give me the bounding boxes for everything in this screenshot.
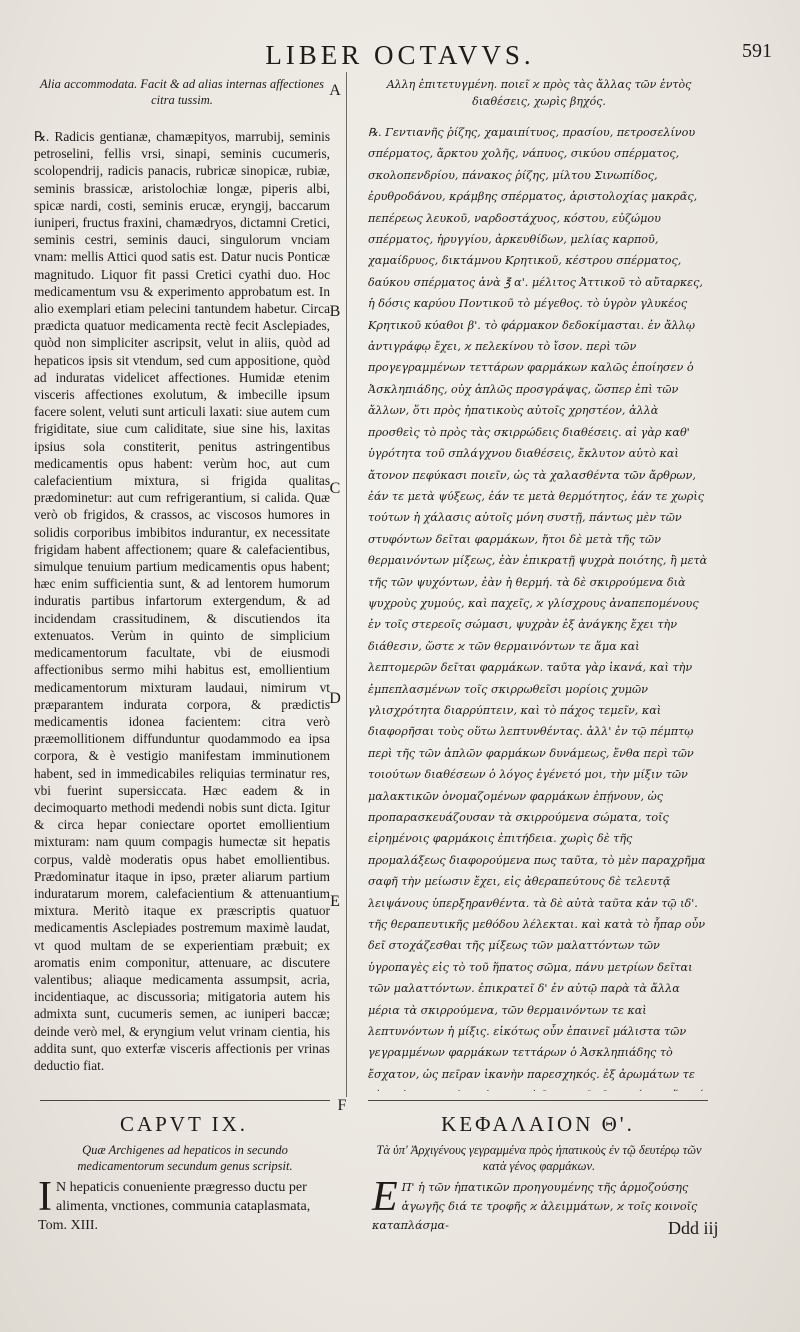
chapter-rule-latin (40, 1100, 330, 1101)
margin-letter-b: B (329, 303, 341, 320)
dropcap-latin: I (38, 1174, 52, 1220)
greek-body: ℞. Γεντιανῆς ῥίζης, χαμαιπίτυος, πρασίου, πετροσελίνου σπέρματος, ἄρκτου χολῆς, νάπυος, σικύου σπέρματος, σκολοπενδρίου, πάνακος ῥίζης, μίλτου Σινωπίδος, ἐρυθροδάνου, κράμβης σπέρματος, ἀριστολοχίας μακρᾶς, πεπέρεως λευκοῦ, ναρδοστάχυος, κόστου, εὐζώμου σπέρματος, ἠρυγγίου, ἀρκευθίδων, μελίας καρποῦ, χαμαίδρυος, δικτάμνου Κρητικοῦ, κέστρου σπέρματος, δαύκου σπέρματος ἀνὰ ℥ α'. μέλιτος Ἀττικοῦ τὸ αὔταρκες, ἡ δόσις καρύου Ποντικοῦ τὸ μέγεθος. τὸ ὑγρὸν γλυκέος Κρητικοῦ κύαθοι β'. τὸ φάρμακον δεδοκίμασται. ἐν ἄλλῳ ἀντιγράφῳ ἔχει, ϰ πελεκίνου τὸ ἴσον. περὶ τῶν προγεγραμμένων τεττάρων φαρμάκων καλῶς ἐποίησεν ὁ Ἀσκληπιάδης, οὐχ ἁπλῶς προσγράψας, ὥσπερ ἐπὶ τῶν ἄλλων, ὅτι πρὸς ἡπατικοὺς αὐτοῖς χρηστέον, ἀλλὰ προσθεὶς τὸ πρὸς τὰς σκιρρώδεις διαθέσεις. αἱ γὰρ καθ' ὑγρότητα τοῦ σπλάγχνου διαθέσεις, ἔκλυτον αὐτὸ καὶ ἄτονον πεφύκασι ποιεῖν, ὡς τὰ χαλασθέντα τῶν ἄρθρων, ἐάν τε μετὰ ψύξεως, ἐάν τε μετὰ θερμότητος, ἐάν τε χωρὶς τούτων ἡ χάλασις αὐτοῖς μόνη συστῇ, πάντως μὲν τῶν στυφόντων δεῖται φαρμάκων, ἤτοι δὲ μετὰ τῆς τῶν θερμαινόντων μίξεως, ἐὰν ἐπικρατῇ ψυχρὰ ποιότης, ἢ μετὰ τῆς τῶν ψυχόντων, ἐὰν ἡ θερμή. τὰ δὲ σκιρρούμενα διὰ ψυχροὺς χυμούς, καὶ παχεῖς, ϰ γλίσχρους ἀναπεπομένους ἐν τοῖς στερεοῖς σώμασι, ψυχρὰν ἐξ ἀνάγκης ἔχει τὴν διάθεσιν, ὥστε ϰ τῶν θερμαινόντων τε ἅμα καὶ λεπτομερῶν δεῖται φαρμάκων. ταῦτα γὰρ ἱκανά, καὶ τὴν ἐμπεπλασμένων τοῖς σκιρρωθεῖσι μορίοις χυμῶν γλισχρότητα διαρρύπτειν, καὶ τὸ πάχος τεμεῖν, καὶ διαφορῆσαι τοὺς οὕτω λεπτυνθέντας. ἀλλ' ἐν τῷ πέμπτῳ περὶ τῆς τῶν ἁπλῶν φαρμάκων δυνάμεως, ἔνθα περὶ τῶν τοιούτων διαθέσεων ὁ λόγος ἐγένετό μοι, τὴν μίξιν τῶν μαλακτικῶν ὀνομαζομένων φαρμάκων ἐπῄνουν, ὡς προπαρασκευάζουσαν τὰ σκιρρούμενα σώματα, τοῖς εἰρημένοις φαρμάκοις ἐπιτήδεια. χωρὶς δὲ τῆς προμαλάξεως διαφορούμενα πως ταῦτα, τὸ μὲν παραχρῆμα σαφῆ τὴν μείωσιν ἔχει, εἰς ἀθεραπεύτους δὲ τελευτᾷ λειψάνους ὑπερξηρανθέντα. τὰ δὲ αὐτὰ ταῦτα κἀν τῷ ιδ'. τῆς θεραπευτικῆς μεθόδου λέλεκται. καὶ κατὰ τὸ ἧπαρ οὖν δεῖ στοχάζεσθαι τῆς μίξεως τῶν μαλαττόντων τῶν ὑγροπαγὲς εἰς τὸ τοῦ ἥπατος σῶμα, πάνυ μετρίων δεῖται τῶν μαλαττόντων. ἐπικρατεῖ δ' ἐν αὐτῷ παρὰ τὰ ἄλλα μέρια τὰ σκιρρούμενα, τῶν θερμαινόντων τε καὶ λεπτυνόντων ἡ μίξις. εἰκότως οὖν ἐπαινεῖ μάλιστα τῶν γεγραμμένων φαρμάκων τεττάρων ὁ Ἀσκληπιάδης τὸ ἔσχατον, ὡς πεῖραν ἱκανὴν παρεσχηκός. ἐξ ἀρωμάτων τε (368, 126, 708, 1081)
dropcap-greek: Ε (372, 1174, 398, 1220)
margin-letter-d: D (329, 690, 341, 707)
greek-column (368, 76, 710, 1091)
chapter-heading-greek: ΚΕΦΑΛΑΙΟΝ Θ'. (441, 1112, 635, 1136)
running-head: LIBER OCTAVVS. (265, 40, 535, 70)
margin-letter-a: A (329, 82, 341, 99)
chapter-body-greek: Π' ἡ τῶν ἡπατικῶν προηγουμένης τῆς ἁρμοζούσης ἀγωγῆς διά τε τροφῆς ϰ ἀλειμμάτων, ϰ τοῖς κοινοῖς καταπλάσμα- (372, 1181, 698, 1232)
margin-letter-f: F (337, 1097, 347, 1114)
chapter-heading-latin: CAPVT IX. (119, 1112, 249, 1136)
latin-body: ℞. Radicis gentianæ, chamæpityos, marrubij, seminis petroselini, fellis vrsi, sinapi, seminis cucumeris, scolopendrij, radicis panacis, rubricæ sinopicæ, rubiæ, seminis brassicæ, aristolochiæ longæ, piperis albi, spicæ nardi, costi, seminis erucæ, eryngij, baccarum iuniperi, fructus fraxini, chamædryos, dictamni Cretici, seminis cestri, seminis dauci, singulorum vnciam vnam: mellis Attici quod satis est. Datur nucis Ponticæ magnitudo. Liquor fit passi Cretici cyathi duo. Hoc medicamentum vsu & experimento approbatum est. In alio exemplari etiam pelecini tantundem habetur. Circa prædicta quatuor medicamenta rectè fecit Asclepiades, quòd non simpliciter ascripsit, velut in aliis, quòd ad hepaticos ipsis sit vtendum, sed cum appositione, quòd ad induratas videlicet affectiones. Humidæ etenim visceris affectiones exolutum, & imbecille ipsum facere solent, veluti sunt articuli laxati: siue autem cum frigiditate, siue cum caliditate, siue sine his, laxitas ipsius sola constiterit, penitus astringentibus medicamentis opus habent: verùm hoc, aut cum calefacientium mixtura, si frigida qualitas prædominetur: aut cum refrigerantium, si calida. Quæ verò ob frigidos, & crassos, ac viscosos humores in solidis corporibus imbibitos indurantur, ex necessitate frigidam habent affectionem; quare & calefacientibus, simulque tenuium partium medicamentis opus habent; hæc enim sufficientia sunt, & ad lentorem humorum induratis partibus infartorum extergendum, & ad incidendam crassitudinem, & discutiendos ita extenuatos. Verùm in quinto de simplicium medicamentorum facultate, vbi de eiusmodi affectionibus sermo mihi habitus est, emollientium medicamentorum mixturam laudaui, nimirum vt præparantem indurata corpora, & prædictis medicamentis idonea facientem: citra verò præemollitionem diffunduntur quodammodo ea ipsa corpora, & è vestigio manifestam imminutionem habent, sed in immedicabiles reliquias terminatur res, vbi fuerint supersiccata. Hæc eadem & in decimoquarto methodi medendi nobis sunt dicta. Igitur & circa hepar coniectare oportet emollientium mixturam: nam quum compagis humectæ sit hepatis corpus, valdè moderatis opus habet emollientibus. Prædominatur itaque in ipso, præter aliarum partium induratarum morem, calefacientium & attenuantium mixtura. Meritò itaque ex præscriptis quatuor medicamentis Asclepiades postremum maximè laudat, vt quod multam de se experientiam præbuit; ex aromatis enim componitur, attenuare, ac discutere valentibus; aliaque medicamenta assumpsit, acria, incidentiaque, ac discussoria; mitigatoria autem his admixta sunt, cucumeris semen, ac iuniperi baccæ; deinde verò mel, & eryngium velut vrinam cientia, his addita sunt, quo exterfæ visceris affectionis per vrinas deductio fiat. (34, 129, 330, 1073)
chapter-text-greek (372, 1174, 708, 1235)
chapter-subtitle-greek: Τὰ ὑπ' Ἀρχιγένους γεγραμμένα πρὸς ἡπατικοὺς ἐν τῷ δευτέρῳ τῶν κατὰ γένος φαρμάκων. (376, 1143, 702, 1173)
latin-column (34, 76, 330, 1091)
greek-marginal-note: Αλλη ἐπιτετυγμένη. ποιεῖ ϰ πρὸς τὰς ἄλλας τῶν ἐντὸς διαθέσεις, χωρὶς βηχός. (386, 78, 692, 108)
chapter-subtitle-latin: Quæ Archigenes ad hepaticos in secundo medicamentorum secundum genus scripsit. (77, 1143, 293, 1173)
latin-marginal-note: Alia accommodata. Facit & ad alias internas affectiones citra tussim. (40, 77, 324, 107)
signature-mark: Ddd iij (668, 1218, 719, 1238)
margin-letter-e: E (330, 893, 340, 910)
chapter-rule-greek (368, 1100, 708, 1101)
margin-letter-c: C (329, 480, 341, 497)
column-divider (346, 72, 347, 1097)
chapter-body-latin: N hepaticis conueniente prægresso ductu per alimenta, vnctiones, communia cataplasmata, Tom. XIII. (38, 1180, 311, 1233)
chapter-text-latin (38, 1174, 334, 1235)
page-number: 591 (742, 40, 772, 62)
